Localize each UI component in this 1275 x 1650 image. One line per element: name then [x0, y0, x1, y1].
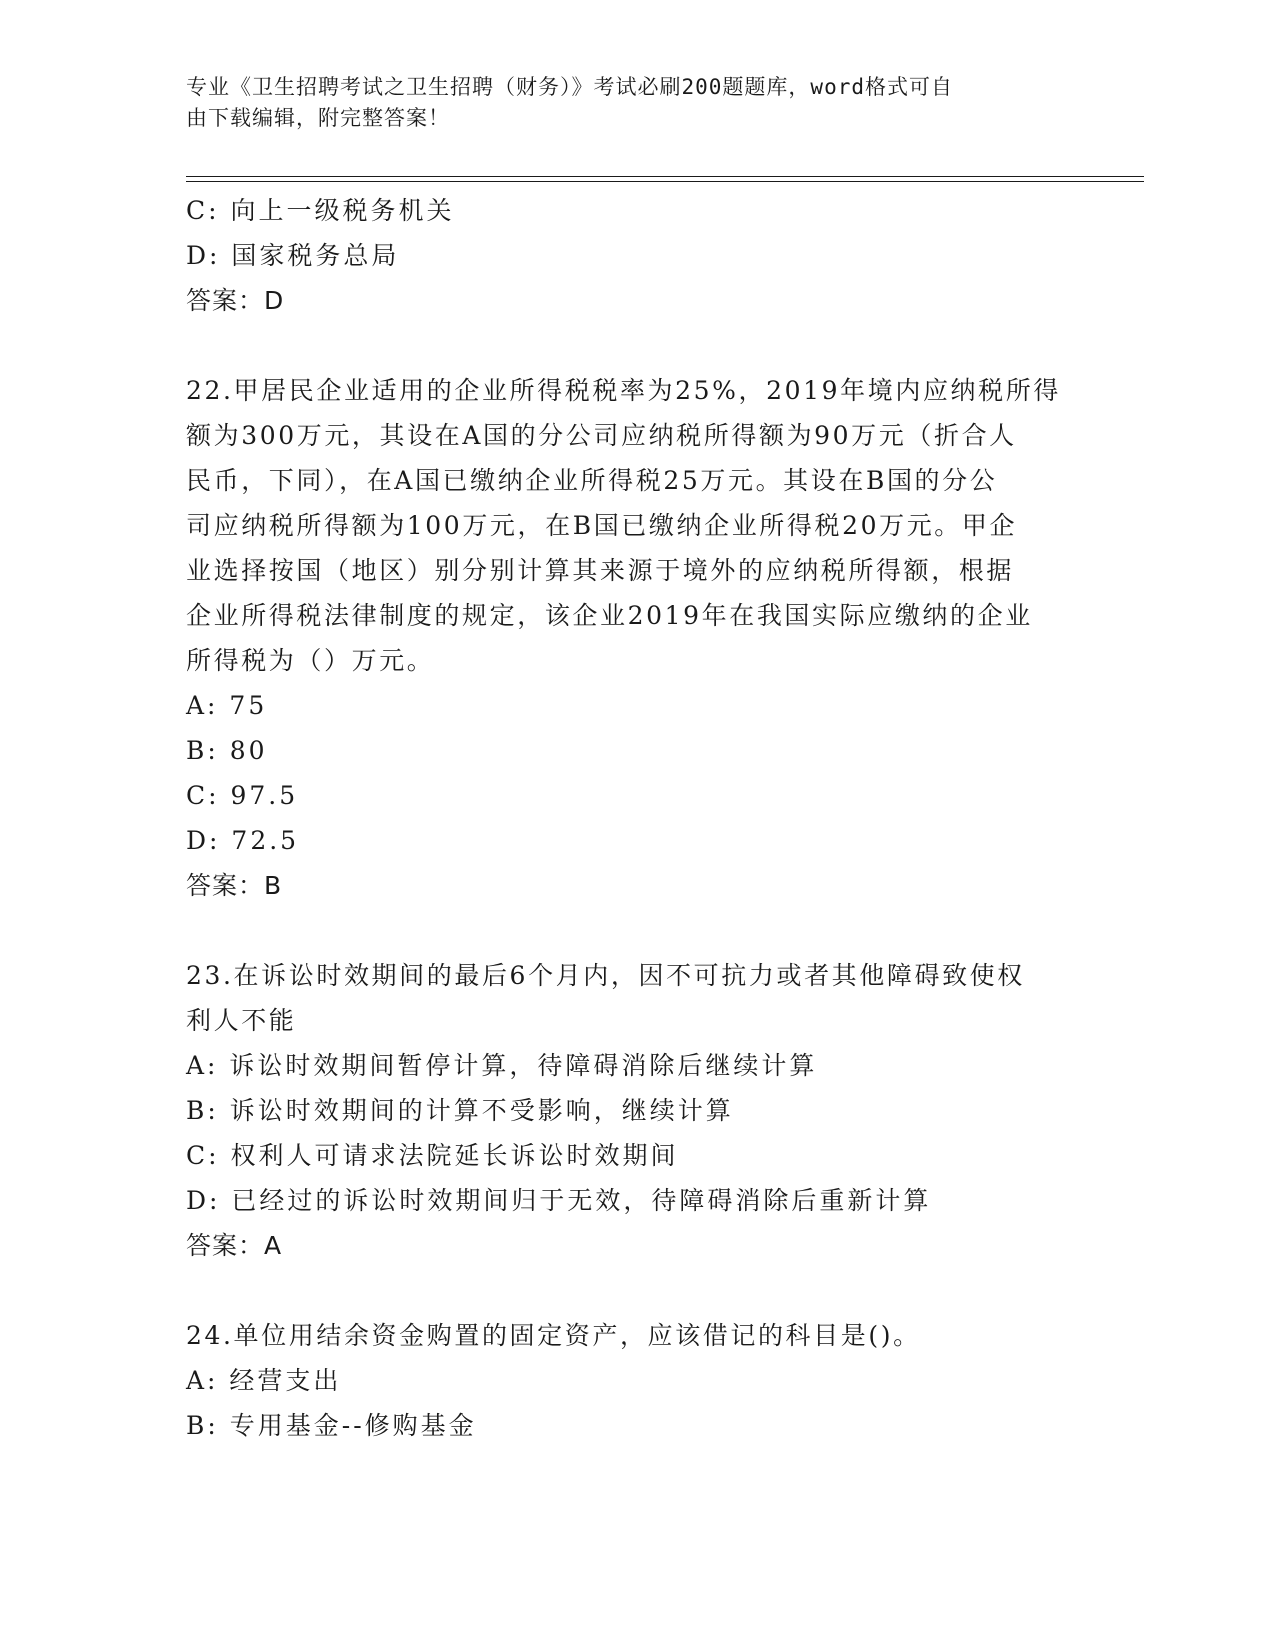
option-d: D: 72.5	[186, 826, 300, 855]
option-c: C: 向上一级税务机关	[186, 196, 455, 225]
header-line: 专业《卫生招聘考试之卫生招聘（财务）》考试必刷200题题库，word格式可自	[186, 75, 953, 99]
spacer	[186, 323, 1086, 368]
question-line: 利人不能	[186, 1006, 297, 1035]
question-24	[186, 1313, 1086, 1448]
question-23	[186, 953, 1086, 1268]
question-line: 额为300万元，其设在A国的分公司应纳税所得额为90万元（折合人	[186, 421, 1017, 450]
option-a: A: 75	[186, 691, 268, 720]
question-line: 司应纳税所得额为100万元，在B国已缴纳企业所得税20万元。甲企	[186, 511, 1018, 540]
header-divider	[186, 181, 1144, 182]
option-b: B: 80	[186, 736, 268, 765]
question-22	[186, 368, 1086, 908]
option-a: A: 诉讼时效期间暂停计算，待障碍消除后继续计算	[186, 1051, 818, 1080]
question-line: 24.单位用结余资金购置的固定资产，应该借记的科目是()。	[186, 1321, 921, 1350]
option-b: B: 诉讼时效期间的计算不受影响，继续计算	[186, 1096, 734, 1125]
question-continued	[186, 188, 1086, 323]
header-line: 由下载编辑，附完整答案！	[186, 106, 450, 130]
option-c: C: 权利人可请求法院延长诉讼时效期间	[186, 1141, 679, 1170]
spacer	[186, 1268, 1086, 1313]
option-d: D: 已经过的诉讼时效期间归于无效，待障碍消除后重新计算	[186, 1186, 932, 1215]
spacer	[186, 908, 1086, 953]
question-text	[186, 1313, 1086, 1358]
option-a: A: 经营支出	[186, 1366, 342, 1395]
question-line: 22.甲居民企业适用的企业所得税税率为25%，2019年境内应纳税所得	[186, 376, 1061, 405]
answer-line: 答案：A	[186, 1231, 283, 1260]
option-b: B: 专用基金--修购基金	[186, 1411, 477, 1440]
option-c: C: 97.5	[186, 781, 299, 810]
question-text	[186, 953, 1086, 1043]
document-header	[186, 72, 1066, 134]
header-divider	[186, 176, 1144, 177]
answer-line: 答案：B	[186, 871, 283, 900]
option-d: D: 国家税务总局	[186, 241, 400, 270]
question-line: 所得税为（）万元。	[186, 646, 435, 675]
question-text	[186, 368, 1086, 683]
question-line: 企业所得税法律制度的规定，该企业2019年在我国实际应缴纳的企业	[186, 601, 1033, 630]
question-line: 业选择按国（地区）别分别计算其来源于境外的应纳税所得额，根据	[186, 556, 1015, 585]
answer-line: 答案：D	[186, 286, 285, 315]
question-list	[186, 188, 1086, 1448]
question-line: 民币，下同），在A国已缴纳企业所得税25万元。其设在B国的分公	[186, 466, 998, 495]
question-line: 23.在诉讼时效期间的最后6个月内，因不可抗力或者其他障碍致使权	[186, 961, 1025, 990]
